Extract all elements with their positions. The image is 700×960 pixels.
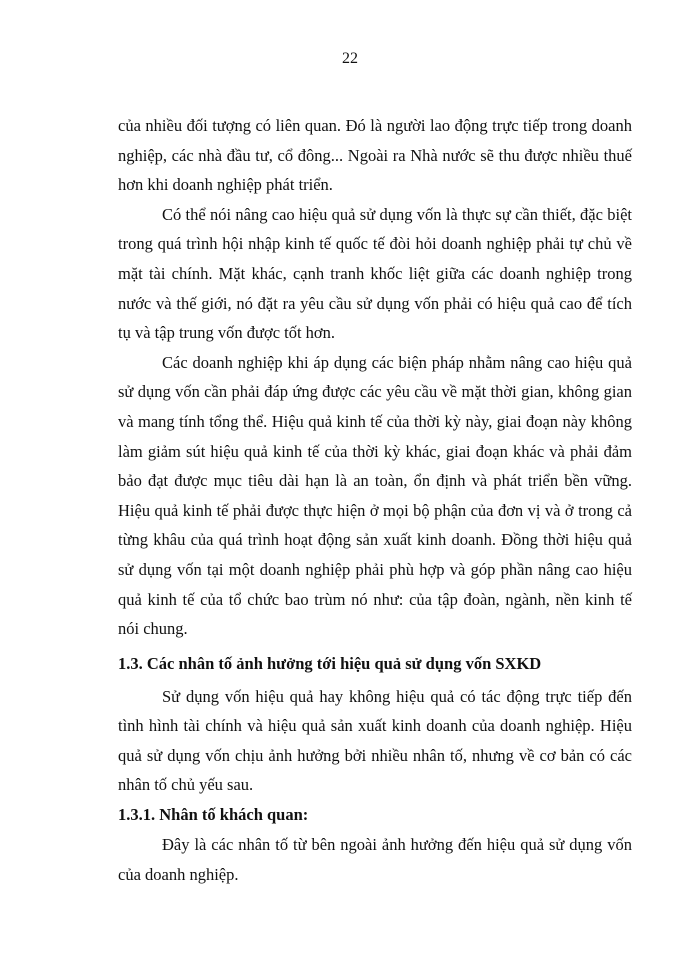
paragraph-factors-intro: Sử dụng vốn hiệu quả hay không hiệu quả có tác động trực tiếp đến tình hình tài chính và hiệu quả sản xuất kinh doanh của doanh nghiệp. Hiệu quả sử dụng vốn chịu ảnh hưởng bởi nhiều nhân tố, nhưng về cơ bản có các nhân tố chủ yếu sau. <box>118 686 632 795</box>
paragraph-capital-efficiency-necessity: Có thể nói nâng cao hiệu quả sử dụng vốn là thực sự cần thiết, đặc biệt trong quá trình hội nhập kinh tế quốc tế đòi hỏi doanh nghiệp phải tự chủ về mặt tài chính. Mặt khác, cạnh tranh khốc liệt giữa các doanh nghiệp trong nước và thế giới, nó đặt ra yêu cầu sử dụng vốn phải có hiệu quả cao để tích tụ và tập trung vốn được tốt hơn. <box>118 204 632 343</box>
paragraph-enterprise-requirements: Các doanh nghiệp khi áp dụng các biện pháp nhằm nâng cao hiệu quả sử dụng vốn cần phải đáp ứng được các yêu cầu về mặt thời gian, không gian và mang tính tổng thể. Hiệu quả kinh tế của thời kỳ này, giai đoạn này không làm giảm sút hiệu quả kinh tế của thời kỳ khác, giai đoạn khác và phải đảm bảo đạt được mục tiêu dài hạn là an toàn, ổn định và phát triển bền vững. Hiệu quả kinh tế phải được thực hiện ở mọi bộ phận của đơn vị và ở trong cả từng khâu của quá trình hoạt động sản xuất kinh doanh. Đồng thời hiệu quả sử dụng vốn tại một doanh nghiệp phải phù hợp và góp phần nâng cao hiệu quả kinh tế của tổ chức bao trùm nó như: của tập đoàn, ngành, nền kinh tế nói chung. <box>118 352 632 639</box>
section-heading-1-3-1: 1.3.1. Nhân tố khách quan: <box>118 805 309 825</box>
page-number: 22 <box>342 50 358 67</box>
paragraph-continued: của nhiều đối tượng có liên quan. Đó là người lao động trực tiếp trong doanh nghiệp, các nhà đầu tư, cổ đông... Ngoài ra Nhà nước sẽ thu được nhiều thuế hơn khi doanh nghiệp phát triển. <box>118 116 632 195</box>
document-body <box>118 111 632 889</box>
section-heading-1-3: 1.3. Các nhân tố ảnh hưởng tới hiệu quả sử dụng vốn SXKD <box>118 653 542 673</box>
paragraph-objective-factors: Đây là các nhân tố từ bên ngoài ảnh hưởng đến hiệu quả sử dụng vốn của doanh nghiệp. <box>118 835 632 884</box>
